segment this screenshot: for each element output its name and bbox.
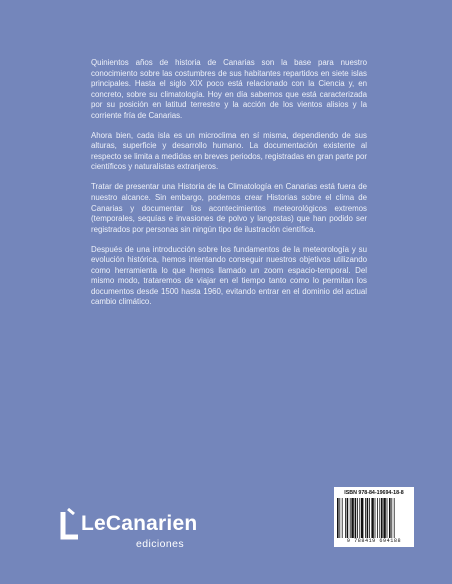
barcode-bar bbox=[342, 498, 343, 538]
barcode-bar bbox=[357, 498, 358, 538]
barcode-bar bbox=[369, 498, 370, 538]
barcode-panel bbox=[334, 487, 414, 547]
barcode-icon bbox=[337, 498, 411, 538]
barcode-bar bbox=[339, 498, 340, 538]
blurb-paragraph-1: Quinientos años de historia de Canarias son la base para nuestro conocimiento sobre las costumbres de sus habitantes repartidos en siete islas principales. Hasta el siglo XIX poco está relacionado con la Ciencia y, en concreto, sobre su climatología. Hoy en día sabemos que está caracterizada por su posición en latitud terrestre y la acción de los vientos alisios y la corriente fría de Canarias. bbox=[91, 58, 367, 120]
barcode-bar bbox=[350, 498, 351, 538]
blurb-paragraph-2: Ahora bien, cada isla es un microclima en sí misma, dependiendo de sus alturas, superficie y desarrollo humano. La documentación existente al respecto se limita a medidas en breves periodos, registradas en gran parte por científicos y naturalistas extranjeros. bbox=[91, 130, 367, 172]
barcode-bar bbox=[371, 498, 373, 538]
barcode-bar bbox=[355, 498, 357, 538]
barcode-bar bbox=[387, 498, 388, 538]
barcode-bar bbox=[359, 498, 360, 538]
barcode-bar bbox=[377, 498, 378, 538]
barcode-bar bbox=[389, 498, 391, 538]
publisher-name: LeCanarien bbox=[81, 512, 198, 535]
barcode-bar bbox=[391, 498, 392, 538]
barcode-digits: 9 788419 694188 bbox=[346, 538, 402, 544]
barcode-bar bbox=[337, 498, 339, 538]
barcode-bar bbox=[351, 498, 353, 538]
blurb-text bbox=[91, 58, 367, 317]
barcode-bar bbox=[375, 498, 376, 538]
publisher-logo bbox=[60, 506, 210, 556]
barcode-bar bbox=[367, 498, 369, 538]
blurb-paragraph-3: Tratar de presentar una Historia de la Climatología en Canarias está fuera de nuestro alcance. Sin embargo, podemos crear Historias sobre el clima de Canarias y documentar los acontecimientos meteorológicos extremos (temporales, sequías e invasiones de polvo y langostas) que han podido ser registrados por personas sin ningún tipo de ilustración científica. bbox=[91, 182, 367, 234]
publisher-subtitle: ediciones bbox=[136, 538, 184, 550]
isbn-label: ISBN 978-84-19694-18-8 bbox=[344, 490, 404, 496]
barcode-bar bbox=[365, 498, 366, 538]
barcode-bar bbox=[347, 498, 349, 538]
barcode-bar bbox=[383, 498, 385, 538]
barcode-bar bbox=[381, 498, 383, 538]
blurb-paragraph-4: Después de una introducción sobre los fundamentos de la meteorología y su evolución histórica, hemos intentando conseguir nuestros objetivos utilizando como herramienta lo que hemos llamado un zoom espacio-temporal. Del mismo modo, trataremos de viajar en el tiempo tanto como lo permitan los documentos desde 1500 hasta 1960, evitando entrar en el dominio del actual cambio climático. bbox=[91, 244, 367, 307]
barcode-bar bbox=[394, 498, 395, 538]
publisher-logo-mark-icon bbox=[60, 508, 80, 540]
barcode-bar bbox=[379, 498, 380, 538]
barcode-bar bbox=[345, 498, 346, 538]
barcode-bar bbox=[361, 498, 363, 538]
